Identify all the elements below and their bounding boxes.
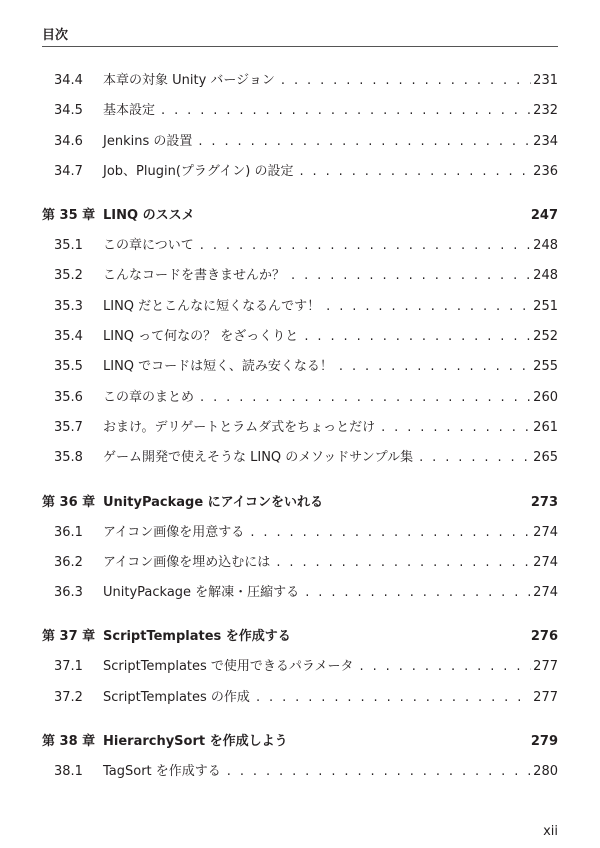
section-page: 234 (533, 133, 558, 149)
section-number: 34.6 (54, 133, 83, 149)
dot-leader (161, 96, 531, 126)
section-page: 251 (533, 298, 558, 314)
section-title: アイコン画像を埋め込むには (103, 554, 271, 570)
section-page: 280 (533, 764, 558, 780)
section-title: ScriptTemplates で使用できるパラメータ (103, 659, 354, 675)
section-page: 260 (533, 389, 558, 405)
chapter-title: UnityPackage にアイコンをいれる (103, 494, 323, 510)
toc-entry[interactable] (42, 413, 558, 443)
toc-entry[interactable] (42, 548, 558, 578)
section-page: 248 (533, 268, 558, 284)
toc-entry[interactable] (42, 322, 558, 352)
section-title: LINQ だとこんなに短くなるんです！ (103, 298, 321, 314)
dot-leader (276, 548, 531, 578)
chapter-heading[interactable] (42, 622, 558, 652)
section-title: この章のまとめ (103, 389, 195, 405)
chapter-number: 第 36 章 (42, 494, 96, 510)
section-page: 236 (533, 163, 558, 179)
section-page: 265 (533, 450, 558, 466)
chapter-page: 247 (530, 208, 558, 224)
dot-leader (198, 127, 531, 157)
section-title: UnityPackage を解凍・圧縮する (103, 585, 300, 601)
section-page: 277 (533, 659, 558, 675)
section-page: 277 (533, 689, 558, 705)
section-number: 35.7 (54, 419, 83, 435)
dot-leader (200, 231, 531, 261)
toc-entry[interactable] (42, 683, 558, 713)
dot-leader (419, 443, 531, 473)
section-title: おまけ。デリゲートとラムダ式をちょっとだけ (103, 419, 376, 435)
chapter-title: ScriptTemplates を作成する (103, 629, 291, 645)
section-number: 35.1 (54, 238, 83, 254)
section-page: 261 (533, 419, 558, 435)
running-header (42, 24, 558, 47)
chapter-page: 279 (530, 734, 558, 750)
section-title: アイコン画像を用意する (103, 524, 245, 540)
toc-entry[interactable] (42, 518, 558, 548)
section-number: 35.4 (54, 329, 83, 345)
dot-leader (305, 578, 531, 608)
section-number: 34.5 (54, 103, 83, 119)
dot-leader (200, 383, 531, 413)
section-title: こんなコードを書きませんか？ (103, 268, 286, 284)
section-title: ScriptTemplates の作成 (103, 689, 250, 705)
section-number: 37.1 (54, 659, 83, 675)
section-title: 基本設定 (103, 103, 156, 119)
dot-leader (291, 261, 531, 291)
toc-entry[interactable] (42, 443, 558, 473)
dot-leader (360, 652, 532, 682)
chapter-heading[interactable] (42, 201, 558, 231)
section-page: 231 (533, 73, 558, 88)
section-page: 274 (533, 554, 558, 570)
toc-entry[interactable] (42, 578, 558, 608)
page-number: xii (543, 824, 558, 839)
toc-entry[interactable] (42, 292, 558, 322)
dot-leader (304, 322, 531, 352)
dot-leader (381, 413, 531, 443)
section-title: この章について (103, 238, 194, 254)
section-number: 35.6 (54, 389, 83, 405)
section-title: LINQ でコードは短く、読み安くなる！ (103, 359, 333, 375)
chapter-heading[interactable] (42, 488, 558, 518)
section-number: 35.5 (54, 359, 83, 375)
toc-entry[interactable] (42, 157, 558, 187)
section-title: TagSort を作成する (103, 764, 221, 780)
section-number: 38.1 (54, 764, 83, 780)
chapter-title: HierarchySort を作成しよう (103, 734, 288, 750)
section-page: 255 (533, 359, 558, 375)
section-title: LINQ って何なの？ をざっくりと (103, 329, 299, 345)
dot-leader (256, 683, 531, 713)
section-page: 232 (533, 103, 558, 119)
dot-leader (299, 157, 531, 187)
toc-entry[interactable] (42, 652, 558, 682)
section-page: 274 (533, 585, 558, 601)
section-number: 35.8 (54, 450, 83, 466)
dot-leader (339, 352, 531, 382)
dot-leader (250, 518, 531, 548)
section-number: 36.1 (54, 524, 83, 540)
toc-entry[interactable] (42, 66, 558, 96)
chapter-page: 276 (530, 629, 558, 645)
chapter-number: 第 37 章 (42, 629, 96, 645)
toc-entry[interactable] (42, 231, 558, 261)
section-page: 252 (533, 329, 558, 345)
section-title: 本章の対象 Unity バージョン (103, 73, 275, 88)
chapter-title: LINQ のススメ (103, 208, 195, 224)
dot-leader (227, 757, 531, 787)
toc-entry[interactable] (42, 757, 558, 787)
section-number: 35.2 (54, 268, 83, 284)
section-title: Jenkins の設置 (103, 133, 193, 149)
section-number: 35.3 (54, 298, 83, 314)
table-of-contents (42, 66, 558, 787)
chapter-heading[interactable] (42, 727, 558, 757)
dot-leader (281, 66, 531, 96)
section-page: 248 (533, 238, 558, 254)
section-number: 36.3 (54, 585, 83, 601)
section-title: ゲーム開発で使えそうな LINQ のメソッドサンプル集 (103, 450, 414, 466)
toc-entry[interactable] (42, 261, 558, 291)
chapter-page: 273 (530, 494, 558, 510)
toc-entry[interactable] (42, 127, 558, 157)
section-title: Job、Plugin(プラグイン) の設定 (103, 163, 294, 179)
section-number: 34.4 (54, 73, 83, 88)
section-number: 34.7 (54, 163, 83, 179)
section-number: 36.2 (54, 554, 83, 570)
chapter-number: 第 35 章 (42, 208, 96, 224)
dot-leader (326, 292, 531, 322)
section-page: 274 (533, 524, 558, 540)
toc-entry[interactable] (42, 96, 558, 126)
toc-entry[interactable] (42, 383, 558, 413)
section-number: 37.2 (54, 689, 83, 705)
chapter-number: 第 38 章 (42, 734, 96, 750)
header-title: 目次 (42, 28, 69, 43)
toc-entry[interactable] (42, 352, 558, 382)
